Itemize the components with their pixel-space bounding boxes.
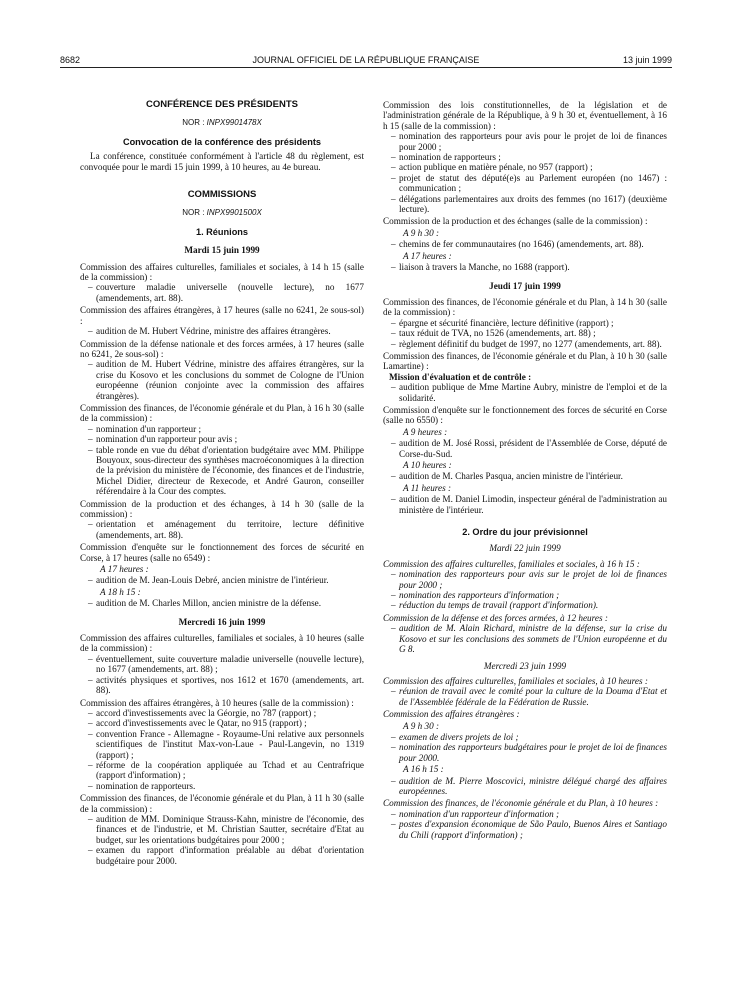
issue-date: 13 juin 1999: [622, 55, 672, 65]
agenda-list: [383, 494, 667, 515]
ordre-title: 2. Ordre du jour prévisionnel: [462, 527, 588, 538]
agenda-item: – liaison à travers la Manche, no 1688 (rapport).: [391, 262, 667, 272]
time-slot: A 11 heures :: [403, 482, 452, 493]
agenda-item: – audition de M. Jean-Louis Debré, ancien ministre de l'intérieur.: [88, 575, 364, 585]
agenda-list: [383, 382, 667, 403]
commission-entry: Commission des affaires culturelles, familiales et sociales, à 10 heures (salle de la commission) :: [80, 633, 364, 654]
agenda-list: [383, 239, 667, 249]
time-slot: A 10 heures :: [403, 460, 452, 470]
agenda-item: – audition de M. Alain Richard, ministre de la défense, sur la crise du Kosovo et sur les conclusions des sommets de l'Union européenne et du G 8.: [391, 623, 667, 654]
journal-title: JOURNAL OFFICIEL DE LA RÉPUBLIQUE FRANÇAISE: [252, 55, 480, 65]
agenda-item: – audition publique de Mme Martine Aubry, ministre de l'emploi et de la solidarité.: [391, 382, 667, 403]
agenda-item: – audition de M. José Rossi, président de l'Assemblée de Corse, député de Corse-du-Sud.: [391, 438, 667, 459]
mission-subheading: Mission d'évaluation et de contrôle :: [389, 371, 532, 382]
agenda-item: – taux réduit de TVA, no 1526 (amendements, art. 88) ;: [391, 328, 667, 338]
time-slot: A 9 h 30 :: [403, 720, 440, 731]
agenda-list: [80, 326, 364, 336]
agenda-list: [80, 654, 364, 696]
day-heading: Jeudi 17 juin 1999: [489, 280, 561, 291]
day-heading: Mercredi 16 juin 1999: [178, 616, 266, 627]
page-number: 8682: [60, 55, 81, 65]
agenda-list: [80, 814, 364, 866]
agenda-item: – audition de M. Charles Pasqua, ancien ministre de l'intérieur.: [391, 471, 667, 481]
commission-entry: Commission des finances, de l'économie générale et du Plan, à 16 h 30 (salle de la commission) :: [80, 402, 364, 424]
nor-code: INPX9901500X: [206, 208, 262, 218]
convocation-title: Convocation de la conférence des présidents: [122, 136, 322, 147]
agenda-list: [383, 623, 667, 654]
agenda-item: – réunion de travail avec le comité pour la culture de la Douma d'Etat et de l'Assemblée fédérale de la Fédération de Russie.: [391, 686, 667, 707]
agenda-list: [80, 598, 364, 608]
agenda-item: – nomination de rapporteurs.: [88, 781, 364, 791]
agenda-item: – réforme de la coopération appliquée au Tchad et au Centrafrique (rapport d'information) ;: [88, 760, 364, 781]
agenda-list: [80, 282, 364, 303]
agenda-list: [383, 262, 667, 272]
agenda-item: – délégations parlementaires aux droits des femmes (no 1617) (deuxième lecture).: [391, 194, 667, 215]
agenda-item: – nomination de rapporteurs ;: [391, 152, 667, 162]
agenda-list: [383, 471, 667, 481]
day-heading: Mercredi 23 juin 1999: [483, 660, 567, 671]
agenda-list: [383, 438, 667, 459]
agenda-list: [383, 131, 667, 214]
commission-entry: Commission des affaires culturelles, familiales et sociales, à 14 h 15 (salle de la commission) :: [80, 261, 364, 283]
agenda-list: [383, 569, 667, 611]
nor-code: INPX9901478X: [206, 118, 262, 128]
commission-entry: Commission de la production et des échanges, à 14 h 30 (salle de la commission) :: [80, 498, 364, 519]
agenda-item: – examen de divers projets de loi ;: [391, 732, 667, 742]
agenda-item: – projet de statut des député(e)s au Parlement européen (no 1467) : communication ;: [391, 173, 667, 194]
agenda-item: – audition de MM. Dominique Strauss-Kahn, ministre de l'économie, des finances et de l'industrie, et M. Christian Sautter, secrétaire d'Etat au budget, sur les orientations budgétaires pour 2000 ;: [88, 814, 364, 845]
agenda-item: – audition de M. Hubert Védrine, ministre des affaires étrangères, sur la crise du Kosovo et les conclusions du sommet de Cologne de l'Union européenne (réunion conjointe avec la commission des affaires étrangères).: [88, 359, 364, 401]
agenda-list: [80, 708, 364, 791]
nor-label: NOR :: [182, 118, 205, 128]
day-heading: Mardi 22 juin 1999: [489, 543, 561, 554]
agenda-item: – audition de M. Pierre Moscovici, ministre délégué chargé des affaires européennes.: [391, 776, 667, 797]
commission-entry: Commission d'enquête sur le fonctionnement des forces de sécurité en Corse, à 17 heures (salle no 6549) :: [80, 542, 364, 563]
commission-entry: Commission des affaires étrangères, à 17 heures (salle no 6241, 2e sous-sol) :: [80, 305, 364, 326]
commission-entry: Commission des finances, de l'économie générale et du Plan, à 14 h 30 (salle de la commission) :: [383, 296, 667, 318]
time-slot: A 17 heures :: [403, 250, 452, 261]
commissions-title: COMMISSIONS: [187, 189, 257, 201]
agenda-item: – accord d'investissements avec le Qatar, no 915 (rapport) ;: [88, 718, 364, 728]
agenda-item: – épargne et sécurité financière, lecture définitive (rapport) ;: [391, 318, 667, 328]
time-slot: A 9 h 30 :: [403, 227, 440, 238]
agenda-item: – chemins de fer communautaires (no 1646) (amendements, art. 88).: [391, 239, 667, 249]
agenda-item: – action publique en matière pénale, no 957 (rapport) ;: [391, 162, 667, 172]
time-slot: A 17 heures :: [100, 564, 149, 575]
agenda-list: [383, 776, 667, 797]
convocation-text: La conférence, constituée conformément à l'article 48 du règlement, est convoquée pour le mardi 15 juin 1999, à 10 heures, au 4e bureau.: [80, 151, 364, 172]
agenda-list: [383, 809, 667, 840]
reunions-title: 1. Réunions: [195, 226, 249, 237]
commission-entry: Commission de la défense et des forces armées, à 12 heures :: [383, 612, 608, 623]
commission-entry: Commission d'enquête sur le fonctionnement des forces de sécurité en Corse (salle no 6550) :: [383, 404, 667, 426]
agenda-item: – table ronde en vue du débat d'orientation budgétaire avec MM. Philippe Bouyoux, sous-directeur des synthèses macroéconomiques à la direction de la prévision du ministère de l'économie, des finances et de l'industrie, Michel Didier, directeur de Rexecode, et André Gauron, conseiller référendaire à la Cour des comptes.: [88, 445, 364, 497]
agenda-item: – nomination des rapporteurs budgétaires pour le projet de loi de finances pour 2000.: [391, 742, 667, 763]
time-slot: A 16 h 15 :: [403, 764, 444, 775]
agenda-list: [383, 732, 667, 763]
agenda-item: – nomination des rapporteurs d'information ;: [391, 590, 667, 600]
agenda-item: – audition de M. Daniel Limodin, inspecteur général de l'administration au ministère de l'intérieur.: [391, 494, 667, 515]
commissions-nor: [80, 208, 364, 218]
agenda-item: – éventuellement, suite couverture maladie universelle (nouvelle lecture), no 1677 (amendements, art. 88) ;: [88, 654, 364, 675]
commission-entry: Commission des affaires étrangères, à 10 heures (salle de la commission) :: [80, 697, 354, 708]
agenda-list: [80, 424, 364, 497]
right-column: [383, 100, 667, 840]
conference-nor: [80, 118, 364, 128]
time-slot: A 18 h 15 :: [100, 586, 141, 597]
agenda-item: – nomination des rapporteurs pour avis sur le projet de loi de finances pour 2000 ;: [391, 569, 667, 590]
conference-title: CONFÉRENCE DES PRÉSIDENTS: [145, 99, 299, 110]
commission-entry: Commission des finances, de l'économie générale et du Plan, à 11 h 30 (salle de la commission) :: [80, 793, 364, 814]
commission-entry: Commission des finances, de l'économie générale et du Plan, à 10 heures :: [383, 798, 659, 809]
agenda-item: – activités physiques et sportives, nos 1612 et 1670 (amendements, art. 88).: [88, 675, 364, 696]
commission-entry: Commission des finances, de l'économie générale et du Plan, à 10 h 30 (salle Lamartine) :: [383, 350, 667, 372]
agenda-list: [80, 519, 364, 540]
agenda-item: – convention France - Allemagne - Royaume-Uni relative aux personnels scientifiques de l'institut Max-von-Laue - Paul-Langevin, no 1319 (rapport) ;: [88, 729, 364, 760]
commission-entry: Commission des affaires culturelles, familiales et sociales, à 16 h 15 :: [383, 558, 640, 569]
agenda-list: [383, 318, 667, 349]
nor-label: NOR :: [182, 208, 205, 218]
agenda-item: – nomination des rapporteurs pour avis pour le projet de loi de finances pour 2000 ;: [391, 131, 667, 152]
agenda-item: – accord d'investissements avec la Géorgie, no 787 (rapport) ;: [88, 708, 364, 718]
agenda-item: – orientation et aménagement du territoire, lecture définitive (amendements, art. 88).: [88, 519, 364, 540]
agenda-item: – audition de M. Hubert Védrine, ministre des affaires étrangères.: [88, 326, 364, 336]
day-heading: Mardi 15 juin 1999: [184, 245, 260, 256]
commission-entry: Commission des lois constitutionnelles, de la législation et de l'administration générale de la République, à 9 h 30 et, éventuellement, à 16 h 15 (salle de la commission) :: [383, 100, 667, 131]
agenda-list: [80, 359, 364, 401]
commission-entry: Commission des affaires étrangères :: [383, 709, 520, 720]
agenda-list: [383, 686, 667, 707]
agenda-item: – réduction du temps de travail (rapport d'information).: [391, 600, 667, 610]
agenda-list: [80, 575, 364, 585]
left-column: [80, 100, 364, 866]
time-slot: A 9 heures :: [403, 426, 448, 437]
commission-entry: Commission de la production et des échanges (salle de la commission) :: [383, 216, 648, 227]
commission-entry: Commission des affaires culturelles, familiales et sociales, à 10 heures :: [383, 675, 648, 686]
commission-entry: Commission de la défense nationale et des forces armées, à 17 heures (salle no 6241, 2e sous-sol) :: [80, 338, 364, 359]
agenda-item: – nomination d'un rapporteur d'information ;: [391, 809, 667, 819]
agenda-item: – postes d'expansion économique de São Paulo, Buenos Aires et Santiago du Chili (rapport d'information) ;: [391, 819, 667, 840]
agenda-item: – audition de M. Charles Millon, ancien ministre de la défense.: [88, 598, 364, 608]
agenda-item: – examen du rapport d'information préalable au débat d'orientation budgétaire pour 2000.: [88, 845, 364, 866]
agenda-item: – règlement définitif du budget de 1997, no 1277 (amendements, art. 88).: [391, 339, 667, 349]
agenda-item: – nomination d'un rapporteur ;: [88, 424, 364, 434]
agenda-item: – couverture maladie universelle (nouvelle lecture), no 1677 (amendements, art. 88).: [88, 282, 364, 303]
agenda-item: – nomination d'un rapporteur pour avis ;: [88, 434, 364, 444]
page-header: [60, 55, 672, 68]
